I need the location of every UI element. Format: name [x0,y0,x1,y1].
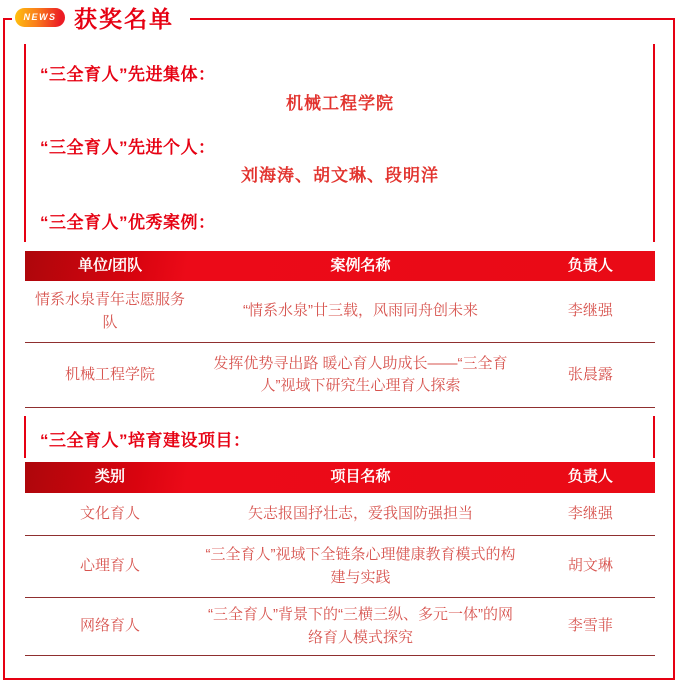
project-table-header-name: 项目名称 [330,468,391,486]
heading-advanced-individual: “三全育人”先进个人： [40,138,216,157]
cell-unit: 情系水泉青年志愿服务队 [35,291,186,331]
cell-leader: 李继强 [567,504,613,522]
accent-line-left-block2 [24,416,26,458]
case-table-header-name: 案例名称 [330,256,391,274]
cell-category: 网络育人 [80,617,141,635]
table-row [25,535,655,597]
project-table [25,462,655,656]
project-table-header-leader: 负责人 [567,468,613,486]
page-title: 获奖名单 [74,5,174,32]
cell-leader: 李雪菲 [567,617,613,635]
value-advanced-individual: 刘海涛、胡文琳、段明洋 [241,166,439,185]
accent-line-right-block1 [653,44,655,242]
cell-unit: 机械工程学院 [65,365,156,383]
accent-line-right-block2 [653,416,655,458]
project-table-header-category: 类别 [95,468,126,486]
cell-category: 心理育人 [80,557,141,575]
cell-project: “三全育人”视域下全链条心理健康教育模式的构建与实践 [205,546,516,586]
accent-line-left-block1 [24,44,26,242]
cell-project: “三全育人”背景下的“三横三纵、多元一体”的网络育人模式探究 [207,606,513,646]
case-table-header-unit: 单位/团队 [77,256,143,274]
heading-cultivation-projects: “三全育人”培育建设项目： [40,431,251,450]
case-table-header-leader: 负责人 [567,256,613,274]
heading-excellent-cases: “三全育人”优秀案例： [40,213,216,232]
table-row [25,597,655,655]
cell-project: 矢志报国抒壮志，爱我国防强担当 [247,504,473,522]
cell-leader: 张晨露 [567,365,613,383]
page-header [12,0,190,34]
case-table-header-row [25,251,655,281]
table-row [25,342,655,407]
cell-leader: 胡文琳 [567,557,613,575]
project-table-header-row [25,462,655,493]
cell-leader: 李继强 [567,302,613,320]
cell-case: 发挥优势寻出路 暖心育人助成长——“三全育人”视域下研究生心理育人探索 [213,354,508,394]
table-row [25,281,655,342]
cell-case: “情系水泉”廿三载，风雨同舟创未来 [242,302,478,320]
case-table [25,251,655,408]
value-advanced-group: 机械工程学院 [286,94,394,113]
news-badge: NEWS [15,8,65,27]
heading-advanced-group: “三全育人”先进集体： [40,65,216,84]
table-row [25,493,655,535]
cell-category: 文化育人 [80,504,141,522]
